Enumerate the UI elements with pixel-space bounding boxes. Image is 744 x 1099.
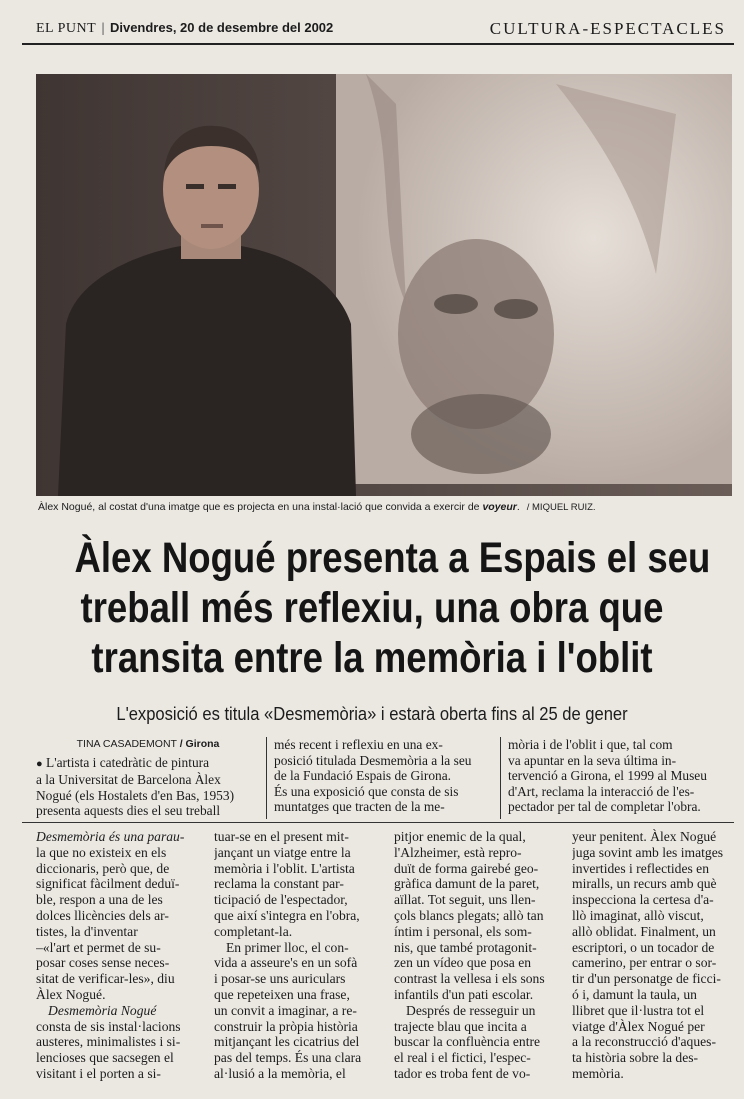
bullet-icon: ● (36, 757, 43, 770)
body-line: infantils d'un pati escolar. (394, 986, 534, 1002)
body-line: yeur penitent. Àlex Nogué (572, 829, 717, 844)
headline (22, 533, 722, 683)
lead-column-3 (508, 737, 732, 815)
body-line: –«l'art et permet de su- (36, 939, 161, 955)
lead-line: Nogué (els Hostalets d'en Bas, 1953) (36, 787, 235, 803)
photo-credit: / MIQUEL RUIZ. (526, 502, 596, 513)
body-line: ticipació de l'espectador, (214, 892, 348, 908)
body-line: lencioses que sacsegen el (36, 1050, 174, 1066)
body-line: jançant un viatge entre la (214, 844, 351, 860)
body-line: pitjor enemic de la qual, (394, 829, 526, 844)
lead-line: tervenció a Girona, el 1999 al Museu (508, 768, 707, 783)
body-line: memòria i l'oblit. L'artista (214, 860, 355, 876)
body-column-3 (394, 829, 554, 1082)
body-line: que així s'integra en l'obra, (214, 907, 360, 923)
body-line: allò oblidat. Finalment, un (572, 923, 716, 939)
body-line: l'Alzheimer, està repro- (394, 844, 522, 860)
body-line: pas del temps. És una clara (214, 1050, 362, 1066)
body-line: llò imaginat, allò viscut, (572, 907, 704, 923)
photo-illustration (36, 74, 732, 496)
body-line: dolces llicències dels ar- (36, 907, 169, 923)
headline-line: treball més reflexiu, una obra que (80, 584, 664, 632)
headline-line: transita entre la memòria i l'oblit (91, 634, 653, 682)
body-line: miralls, un recurs amb què (572, 876, 717, 892)
body-line: i posar-se uns auriculars (214, 971, 346, 987)
lead-line: més recent i reflexiu en una ex- (274, 737, 443, 752)
lead-line: a la Universitat de Barcelona Àlex (36, 772, 221, 787)
body-line: al·lusió a la memòria, el (214, 1065, 346, 1081)
body-line: aïllat. Tot seguit, uns llen- (394, 892, 536, 908)
column-divider (266, 737, 267, 819)
body-line: significat fàcilment deduï- (36, 876, 180, 892)
issue-date: Divendres, 20 de desembre del 2002 (109, 20, 334, 35)
lead-line: de la Fundació Espais de Girona. (274, 768, 452, 783)
body-line: buscar la confluència entre (394, 1034, 541, 1050)
body-column-4 (572, 829, 736, 1082)
body-line: mitjançant les cicatrius del (214, 1034, 360, 1050)
lead-column-1 (36, 737, 260, 819)
body-line: memòria. (572, 1065, 624, 1081)
person-sweater (58, 246, 356, 496)
body-line: ó i, damunt la taula, un (572, 986, 697, 1002)
masthead-left (36, 20, 333, 37)
dateline: / Girona (179, 738, 220, 750)
body-line: la que no existeix en els (36, 844, 167, 860)
body-line: el real i el fictici, l'espec- (394, 1050, 531, 1066)
body-line: llibret que il·lustra tot el (572, 1002, 705, 1018)
body-line: vida a asseure's en un sofà (214, 955, 358, 971)
paper-name: EL PUNT (36, 21, 97, 36)
lead-line: va apuntar en la seva última in- (508, 752, 677, 768)
byline (36, 737, 260, 753)
lead-line: posició titulada Desmemòria a la seu (274, 752, 472, 768)
body-line: En primer lloc, el con- (226, 939, 349, 955)
body-line: sitat de verificar-les», diu (36, 971, 175, 987)
lead-line: d'Art, reclama la interacció de l'es- (508, 783, 695, 799)
lead-line: presenta aquests dies el seu treball (36, 803, 221, 818)
body-line: visitant i el porten a si- (36, 1065, 161, 1081)
body-line: que repeteixen una frase, (214, 986, 350, 1002)
body-line: viatge d'Àlex Nogué per (572, 1018, 705, 1034)
body-line: diccionaris, però que, de (36, 860, 170, 876)
lead-rule (22, 822, 734, 823)
body-line: tistes, la d'inventar (36, 923, 138, 939)
body-line: ble, respon a una de les (36, 892, 163, 908)
body-line: Desmemòria Nogué (48, 1002, 157, 1018)
header-rule (22, 43, 734, 45)
running-header (22, 14, 728, 44)
body-line: zen un vídeo que posa en (394, 955, 532, 971)
body-line: reclama la constant par- (214, 876, 344, 892)
lead-line: És una exposició que consta de sis (274, 783, 459, 799)
author-name: TINA CASADEMONT (76, 738, 177, 750)
section-name: CULTURA-ESPECTACLES (489, 19, 726, 38)
article-photo (36, 74, 732, 496)
body-line: çols blancs plegats; allò tan (394, 907, 544, 923)
header-separator: | (101, 21, 105, 36)
body-line: construir la pròpia història (214, 1018, 358, 1034)
body-line: íntim i personal, els som- (394, 923, 532, 939)
body-line: contrast la vellesa i els sons (394, 971, 545, 987)
body-line: inspecciona la certesa d'a- (572, 892, 714, 908)
body-line: nis, que també protagonit- (394, 939, 537, 955)
body-line: tir d'un personatge de ficci- (572, 971, 721, 987)
body-line: Després de resseguir un (406, 1002, 536, 1018)
column-divider (500, 737, 501, 819)
body-line: ta història sobre la des- (572, 1050, 699, 1066)
subheadline: L'exposició es titula «Desmemòria» i estarà oberta fins al 25 de gener (116, 704, 628, 724)
caption-text: Àlex Nogué, al costat d'una imatge que es projecta en una instal·lació que convida a exercir de (38, 501, 480, 513)
body-line: escriptori, o un tocador de (572, 939, 715, 955)
body-line: juga sovint amb les imatges (572, 844, 724, 860)
body-line: posar coses sense neces- (36, 955, 170, 971)
caption-italic: voyeur (482, 501, 517, 513)
body-line: a la reconstrucció d'aques- (572, 1034, 716, 1050)
body-line: completant-la. (214, 923, 293, 939)
photo-caption (38, 501, 738, 513)
lead-column-2 (274, 737, 494, 815)
caption-end: . (516, 501, 520, 513)
body-line: trajecte blau que incita a (394, 1018, 527, 1034)
headline-line: Àlex Nogué presenta a Espais el seu (74, 534, 711, 582)
body-line: tador es troba fent de vo- (394, 1065, 531, 1081)
body-line: duït de forma gairebé geo- (394, 860, 539, 876)
lead-line: ● L'artista i catedràtic de pintura (36, 754, 210, 770)
lead-line: muntatges que tracten de la me- (274, 799, 445, 814)
body-line: un convit a imaginar, a re- (214, 1002, 357, 1018)
lead-line: pectador per tal de completar l'obra. (508, 799, 701, 814)
body-line: invertides i reflectides en (572, 860, 710, 876)
body-line: gràfica damunt de la paret, (394, 876, 540, 892)
body-column-2 (214, 829, 380, 1082)
lead-line: mòria i de l'oblit i que, tal com (508, 737, 673, 752)
body-line: tuar-se en el present mit- (214, 829, 349, 844)
body-line: consta de sis instal·lacions (36, 1018, 181, 1034)
body-line: Àlex Nogué. (36, 986, 106, 1002)
body-line: austeres, minimalistes i si- (36, 1034, 181, 1050)
body-line: camerino, per entrar o sor- (572, 955, 717, 971)
body-line: Desmemòria és una parau- (36, 829, 185, 844)
body-column-1 (36, 829, 196, 1082)
